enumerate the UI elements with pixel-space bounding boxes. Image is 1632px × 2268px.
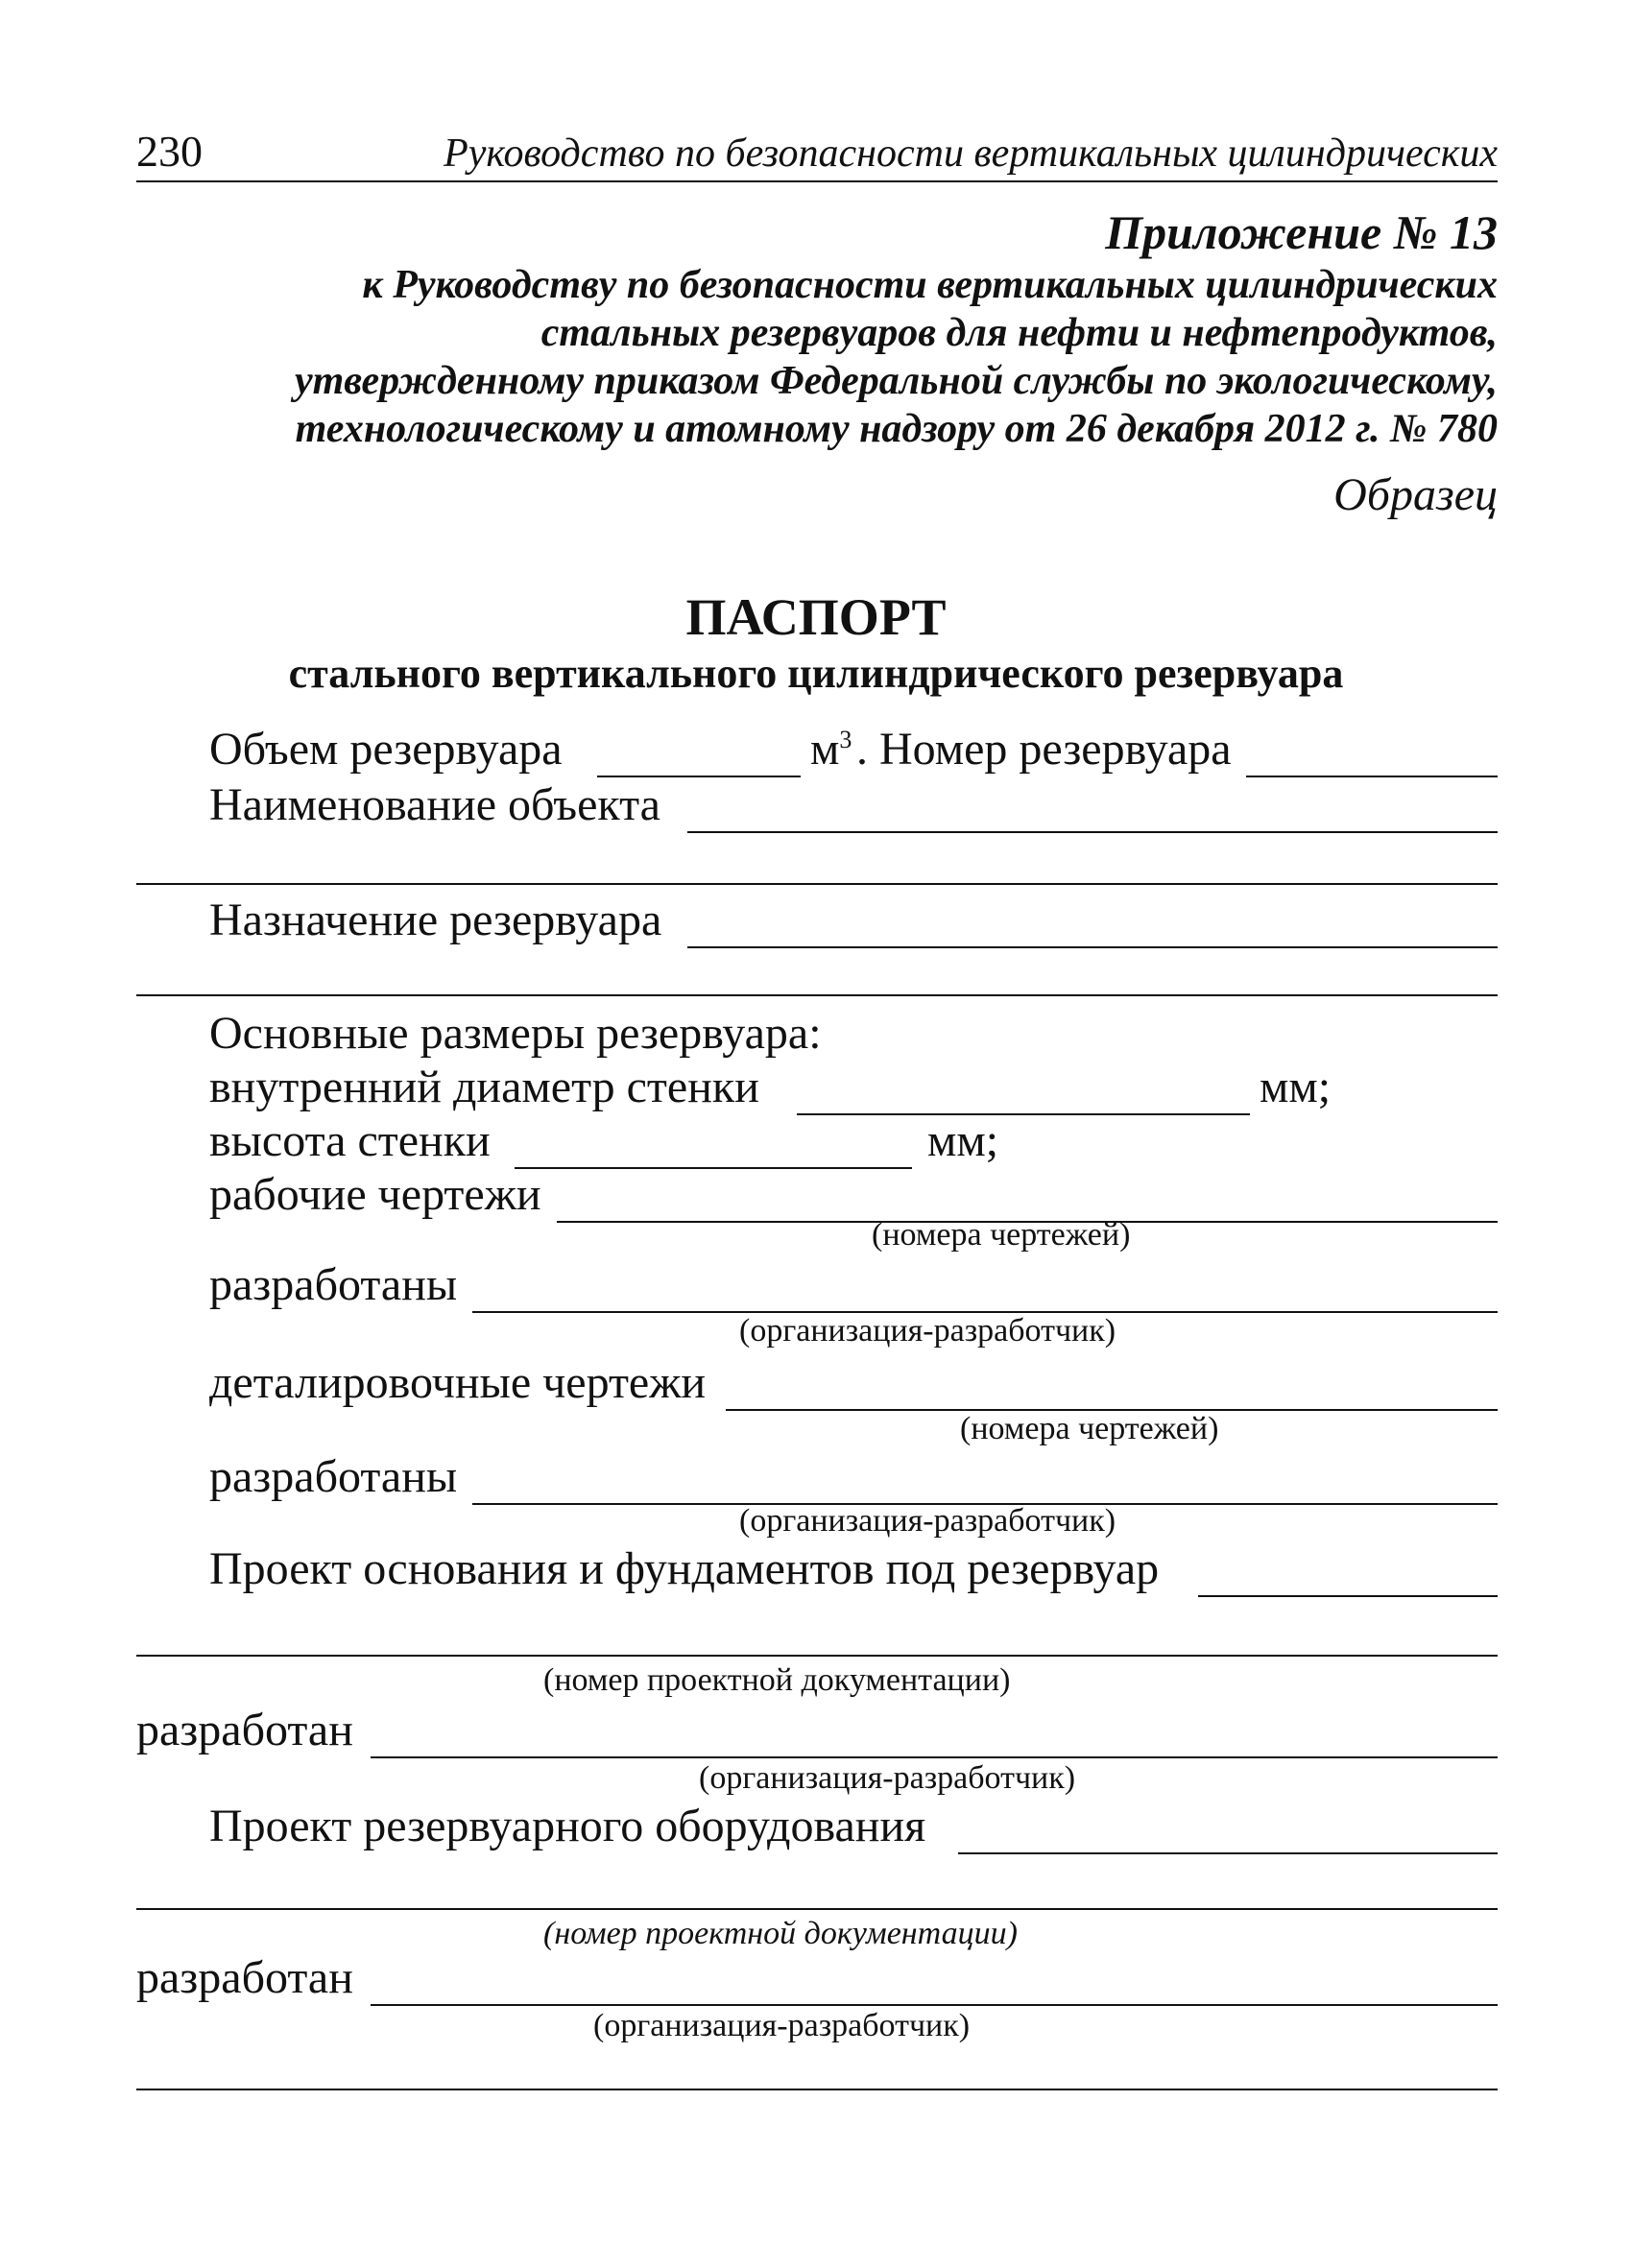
appendix-line-1: к Руководству по безопасности вертикальных цилиндрических [362,263,1498,307]
main-dims-row [0,1008,1632,1067]
detail-drawings-label: деталировочные чертежи [209,1357,707,1408]
sample-label: Образец [1333,469,1498,520]
number-label: . Номер резервуара [856,724,1232,775]
equipment-developed-caption: (организация-разработчик) [593,2008,971,2043]
appendix-block [295,203,1498,453]
working-developed-caption: (организация-разработчик) [739,1313,1116,1349]
main-dims-label: Основные размеры резервуара: [209,1008,822,1059]
object-name-row [0,779,1632,839]
volume-row [0,724,1632,783]
working-drawings-label: рабочие чертежи [209,1169,541,1220]
wall-height-label: высота стенки [209,1115,491,1166]
detail-drawings-caption: (номера чертежей) [960,1411,1219,1446]
appendix-line-2: стальных резервуаров для нефти и нефтепродуктов, [540,311,1498,355]
foundation-project-row [0,1543,1632,1603]
inner-diameter-row [0,1062,1632,1121]
inner-diameter-label: внутренний диаметр стенки [209,1062,759,1112]
volume-field[interactable] [597,776,801,777]
equipment-developed-row [0,1952,1632,2012]
working-developed-label: разработаны [209,1259,458,1310]
document-title: ПАСПОРТ [685,588,947,646]
running-title: Руководство по безопасности вертикальных цилиндрических [444,131,1498,176]
foundation-project-field-line-2[interactable] [136,1655,1498,1657]
detail-developed-label: разработаны [209,1451,458,1502]
purpose-field[interactable] [687,946,1498,948]
foundation-project-field[interactable] [1198,1595,1498,1597]
foundation-developed-row [0,1705,1632,1764]
wall-height-unit: мм; [927,1115,999,1166]
volume-label: Объем резервуара [209,724,563,775]
purpose-row [0,895,1632,954]
appendix-line-4: технологическому и атомному надзору от 26 декабря 2012 г. № 780 [295,407,1498,451]
wall-height-row [0,1115,1632,1175]
running-header [136,125,1498,182]
equipment-project-caption: (номер проектной документации) [543,1916,1018,1951]
equipment-project-row [0,1801,1632,1860]
wall-height-field[interactable] [515,1167,912,1169]
object-name-label: Наименование объекта [209,779,660,830]
volume-unit: $м^3$ [810,724,852,775]
working-developed-row [0,1259,1632,1319]
foundation-developed-label: разработан [136,1705,353,1755]
inner-diameter-field[interactable] [797,1113,1250,1115]
object-name-field-line-2[interactable] [136,883,1498,885]
number-field[interactable] [1246,776,1498,777]
inner-diameter-unit: мм; [1260,1062,1332,1112]
final-blank-line[interactable] [136,2089,1498,2090]
purpose-field-line-2[interactable] [136,994,1498,996]
foundation-project-caption: (номер проектной документации) [543,1662,1011,1698]
appendix-line-3: утвержденному приказом Федеральной службы по экологическому, [294,359,1498,403]
equipment-project-label: Проект резервуарного оборудования [209,1801,926,1851]
foundation-developed-caption: (организация-разработчик) [699,1760,1076,1796]
foundation-project-label: Проект основания и фундаментов под резервуар [209,1543,1160,1594]
object-name-field[interactable] [687,831,1498,833]
purpose-label: Назначение резервуара [209,895,662,945]
detail-developed-caption: (организация-разработчик) [739,1503,1116,1539]
equipment-project-field-line-2[interactable] [136,1908,1498,1910]
detail-drawings-row [0,1357,1632,1417]
foundation-developed-field[interactable] [371,1756,1498,1758]
working-drawings-row [0,1169,1632,1229]
equipment-developed-field[interactable] [371,2004,1498,2006]
equipment-developed-label: разработан [136,1952,353,2003]
working-drawings-caption: (номера чертежей) [872,1217,1131,1253]
page-number: 230 [136,127,203,176]
appendix-title: Приложение № 13 [1105,205,1498,259]
equipment-project-field[interactable] [958,1852,1498,1854]
document-subtitle: стального вертикального цилиндрического резервуара [288,650,1344,697]
